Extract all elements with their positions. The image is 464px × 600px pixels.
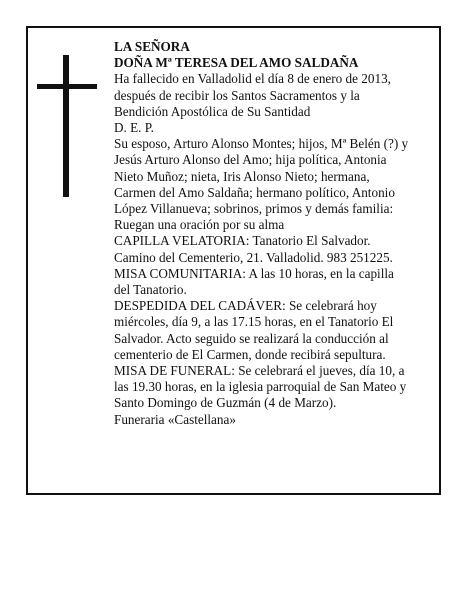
body-line: López Villanueva; sobrinos, primos y demás familia: [114, 201, 394, 217]
body-line: D. E. P. [114, 120, 154, 136]
body-line: MISA COMUNITARIA: A las 10 horas, en la capilla [114, 265, 394, 281]
body-line: del Tanatorio. [114, 282, 187, 298]
body-line: cementerio de El Carmen, donde recibirá sepultura. [114, 346, 386, 362]
body-line: Su esposo, Arturo Alonso Montes; hijos, Mª Belén (?) y [114, 136, 409, 152]
body-line: Ha fallecido en Valladolid el día 8 de enero de 2013, [114, 71, 391, 87]
body-line: Jesús Arturo Alonso del Amo; hija política, Antonia [114, 152, 387, 168]
cross-vertical-bar [63, 55, 69, 197]
body-line: Ruegan una oración por su alma [114, 217, 285, 233]
body-line: las 19.30 horas, en la iglesia parroquial de San Mateo y [114, 379, 407, 395]
body-line: Carmen del Amo Saldaña; hermano político, Antonio [114, 184, 395, 200]
body-line: Santo Domingo de Guzmán (4 de Marzo). [114, 395, 337, 411]
cross-horizontal-bar [37, 84, 97, 89]
deceased-name: DOÑA Mª TERESA DEL AMO SALDAÑA [114, 55, 359, 71]
funeral-home: Funeraria «Castellana» [114, 411, 236, 427]
body-line: miércoles, día 9, a las 17.15 horas, en el Tanatorio El [114, 314, 394, 330]
heading-la-senora: LA SEÑORA [114, 39, 190, 54]
body-line: CAPILLA VELATORIA: Tanatorio El Salvador. [114, 233, 371, 249]
body-line: Nieto Muñoz; nieta, Iris Alonso Nieto; hermana, [114, 168, 370, 184]
body-line: después de recibir los Santos Sacramentos y la [114, 87, 360, 103]
body-line: Bendición Apostólica de Su Santidad [114, 103, 311, 119]
body-line: MISA DE FUNERAL: Se celebrará el jueves, día 10, a [114, 363, 405, 379]
body-line: DESPEDIDA DEL CADÁVER: Se celebrará hoy [114, 298, 377, 314]
body-line: Salvador. Acto seguido se realizará la conducción al [114, 330, 389, 346]
body-line: Camino del Cementerio, 21. Valladolid. 983 251225. [114, 249, 393, 265]
obituary-text [114, 39, 424, 428]
